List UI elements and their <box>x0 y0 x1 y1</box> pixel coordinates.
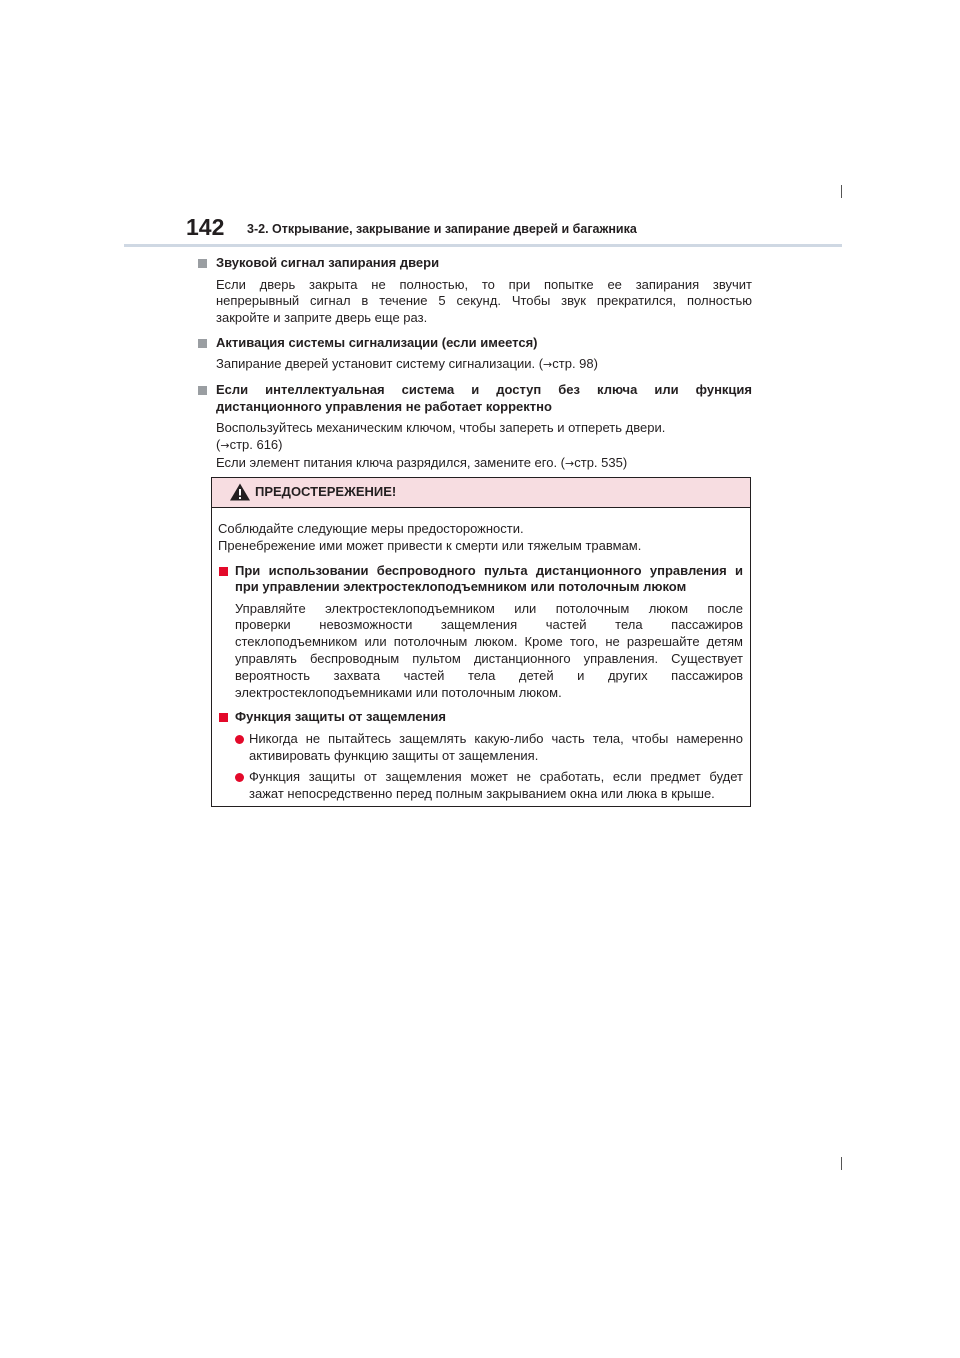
section-heading: Звуковой сигнал запирания двери <box>196 255 752 272</box>
text-line: (→стр. 616) <box>216 436 283 452</box>
text-line: управлять беспроводным пультом дистанционного управления. Существует <box>235 650 743 666</box>
text-line: Если дверь закрыта не полностью, то при попытке ее запирания звучит <box>216 276 752 292</box>
warning-subheading: При использовании беспроводного пульта дистанционного управления и при управлении электростеклоподъемником или потолочным люком <box>218 563 743 596</box>
chapter-title: 3-2. Открывание, закрывание и запирание дверей и багажника <box>247 222 637 236</box>
section-text <box>196 277 752 327</box>
warning-subheading: Функция защиты от защемления <box>218 709 743 726</box>
warning-intro: Соблюдайте следующие меры предосторожности. Пренебрежение ими может привести к смерти или тяжелым травмам. <box>218 521 642 553</box>
main-content <box>196 255 752 481</box>
section-smart-key <box>196 382 752 472</box>
page-number: 142 <box>186 214 225 240</box>
red-square-bullet-icon <box>219 713 228 722</box>
crop-mark-bottom <box>841 1157 842 1170</box>
warning-triangle-icon <box>229 482 251 502</box>
page-reference[interactable]: стр. 616) <box>229 436 283 452</box>
text-line: Воспользуйтесь механическим ключом, чтобы запереть и отпереть двери. <box>216 420 666 436</box>
warning-body <box>212 508 750 803</box>
header-rule <box>124 244 842 247</box>
section-lock-sound <box>196 255 752 327</box>
text-line: Если элемент питания ключа разрядился, замените его. (→стр. 535) <box>216 454 628 470</box>
text-line: проверки невозможности защемления частей тела пассажиров <box>235 617 743 633</box>
square-bullet-icon <box>198 339 207 348</box>
arrow-right-icon: → <box>543 358 553 372</box>
red-square-bullet-icon <box>219 567 228 576</box>
page-reference[interactable]: стр. 98) <box>552 356 598 372</box>
warning-bullet: Функция защиты от защемления может не сработать, если предмет будет зажат непосредственно перед полным закрыванием окна или люка в крыше. <box>218 769 743 803</box>
square-bullet-icon <box>198 259 207 268</box>
square-bullet-icon <box>198 386 207 395</box>
page-reference[interactable]: стр. 535) <box>574 454 628 470</box>
section-heading: Активация системы сигнализации (если имеется) <box>196 335 752 352</box>
warning-bullet: Никогда не пытайтесь защемлять какую-либо часть тела, чтобы намеренно активировать функцию защиты от защемления. <box>218 731 743 765</box>
text-line: стеклоподъемником или потолочным люком. Кроме того, не разрешайте детям <box>235 634 743 650</box>
arrow-right-icon: → <box>220 438 230 452</box>
text-line: закройте и заприте дверь еще раз. <box>216 310 428 326</box>
text-line: непрерывный сигнал в течение 5 секунд. Чтобы звук прекратился, полностью <box>216 293 752 309</box>
section-text <box>196 420 752 472</box>
section-alarm <box>196 335 752 374</box>
text-line: Управляйте электростеклоподъемником или потолочным люком после <box>235 600 743 616</box>
text-line: электростеклоподъемниками или потолочным люком. <box>235 684 562 700</box>
red-dot-bullet-icon <box>235 773 244 782</box>
warning-paragraph <box>218 601 743 702</box>
warning-box <box>211 477 751 807</box>
red-dot-bullet-icon <box>235 735 244 744</box>
text-line: вероятность захвата частей тела детей и других пассажиров <box>235 667 743 683</box>
arrow-right-icon: → <box>565 456 575 470</box>
section-heading: Если интеллектуальная система и доступ без ключа или функция дистанционного управления не работает корректно <box>196 382 752 415</box>
section-text: Запирание дверей установит систему сигнализации. (→стр. 98) <box>216 356 598 372</box>
warning-header <box>212 478 750 508</box>
warning-title: ПРЕДОСТЕРЕЖЕНИЕ! <box>255 484 397 499</box>
crop-mark-top <box>841 185 842 198</box>
